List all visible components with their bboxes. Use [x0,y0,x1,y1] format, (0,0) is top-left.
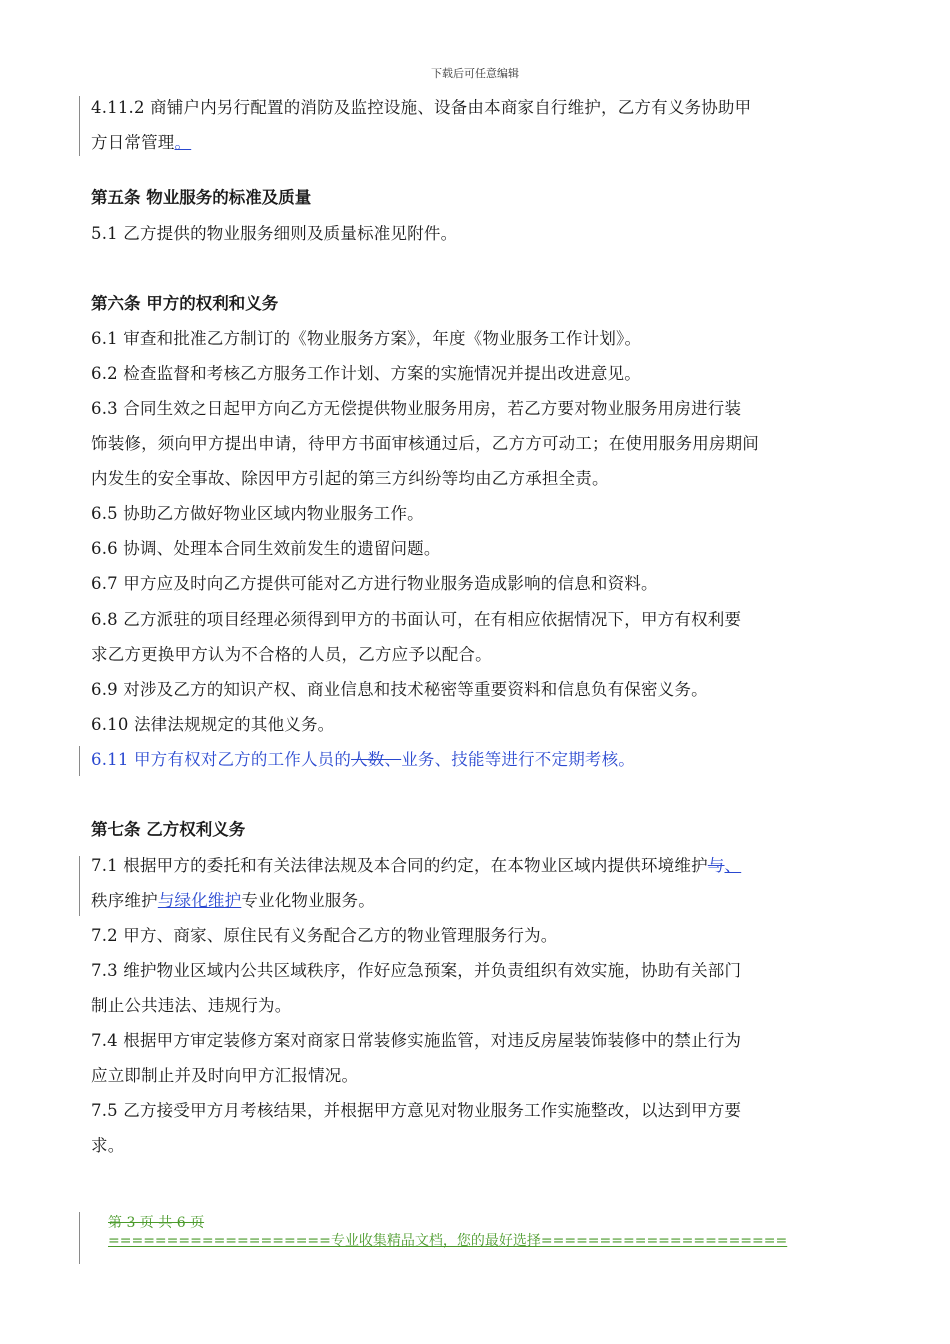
paragraph-7-3-line2: 制止公共违法、违规行为。 [91,996,292,1015]
paragraph-7-4-line1: 7.4 根据甲方审定装修方案对商家日常装修实施监管，对违反房屋装饰装修中的禁止行为 [91,1031,742,1050]
change-bar [79,856,80,916]
footer-slogan: ===================专业收集精品文档，您的最好选择===================== [108,1233,788,1249]
paragraph-7-5-line2: 求。 [91,1136,125,1155]
paragraph-6-8-line2: 求乙方更换甲方认为不合格的人员，乙方应予以配合。 [91,645,492,664]
deleted-text: 与 [707,856,725,875]
paragraph-7-2: 7.2 甲方、商家、原住民有义务配合乙方的物业管理服务行为。 [91,926,558,945]
paragraph-7-4-line2: 应立即制止并及时向甲方汇报情况。 [91,1066,359,1085]
article-6-title: 第六条 甲方的权利和义务 [91,294,279,313]
paragraph-6-6: 6.6 协调、处理本合同生效前发生的遗留问题。 [91,539,441,558]
inserted-text: 与绿化维护 [157,891,242,910]
paragraph-6-8-line1: 6.8 乙方派驻的项目经理必须得到甲方的书面认可，在有相应依据情况下，甲方有权利要 [91,610,742,629]
deleted-text: 人数、 [351,750,402,769]
paragraph-5-1: 5.1 乙方提供的物业服务细则及质量标准见附件。 [91,224,458,243]
article-7-title: 第七条 乙方权利义务 [91,820,246,839]
paragraph-6-10: 6.10 法律法规规定的其他义务。 [91,715,335,734]
change-bar [79,96,80,156]
paragraph-6-11: 6.11 甲方有权对乙方的工作人员的人数、业务、技能等进行不定期考核。 [91,750,636,769]
header-note: 下载后可任意编辑 [431,67,519,80]
paragraph-6-2: 6.2 检查监督和考核乙方服务工作计划、方案的实施情况并提出改进意见。 [91,364,641,383]
change-bar [79,1212,80,1264]
paragraph-6-9: 6.9 对涉及乙方的知识产权、商业信息和技术秘密等重要资料和信息负有保密义务。 [91,680,708,699]
inserted-text: 。 [174,133,192,152]
paragraph-6-3-line2: 饰装修，须向甲方提出申请，待甲方书面审核通过后，乙方方可动工；在使用服务用房期间 [91,434,759,453]
page-number: 第 3 页 共 6 页 [108,1215,205,1231]
paragraph-4-11-2-line2: 方日常管理。 [91,133,192,152]
paragraph-7-5-line1: 7.5 乙方接受甲方月考核结果，并根据甲方意见对物业服务工作实施整改，以达到甲方要 [91,1101,742,1120]
paragraph-6-3-line3: 内发生的安全事故、除因甲方引起的第三方纠纷等均由乙方承担全责。 [91,469,609,488]
paragraph-6-7: 6.7 甲方应及时向乙方提供可能对乙方进行物业服务造成影响的信息和资料。 [91,574,658,593]
paragraph-7-3-line1: 7.3 维护物业区域内公共区域秩序，作好应急预案，并负责组织有效实施，协助有关部门 [91,961,742,980]
article-5-title: 第五条 物业服务的标准及质量 [91,188,312,207]
paragraph-7-1-line2: 秩序维护与绿化维护专业化物业服务。 [91,891,375,910]
paragraph-7-1-line1: 7.1 根据甲方的委托和有关法律法规及本合同的约定，在本物业区域内提供环境维护与、 [91,856,742,875]
paragraph-6-3-line1: 6.3 合同生效之日起甲方向乙方无偿提供物业服务用房，若乙方要对物业服务用房进行装 [91,399,742,418]
paragraph-6-5: 6.5 协助乙方做好物业区域内物业服务工作。 [91,504,424,523]
paragraph-4-11-2-line1: 4.11.2 商铺户内另行配置的消防及监控设施、设备由本商家自行维护，乙方有义务协助甲 [91,98,752,117]
paragraph-6-1: 6.1 审查和批准乙方制订的《物业服务方案》，年度《物业服务工作计划》。 [91,329,642,348]
inserted-text: 、 [724,856,742,875]
change-bar [79,746,80,776]
